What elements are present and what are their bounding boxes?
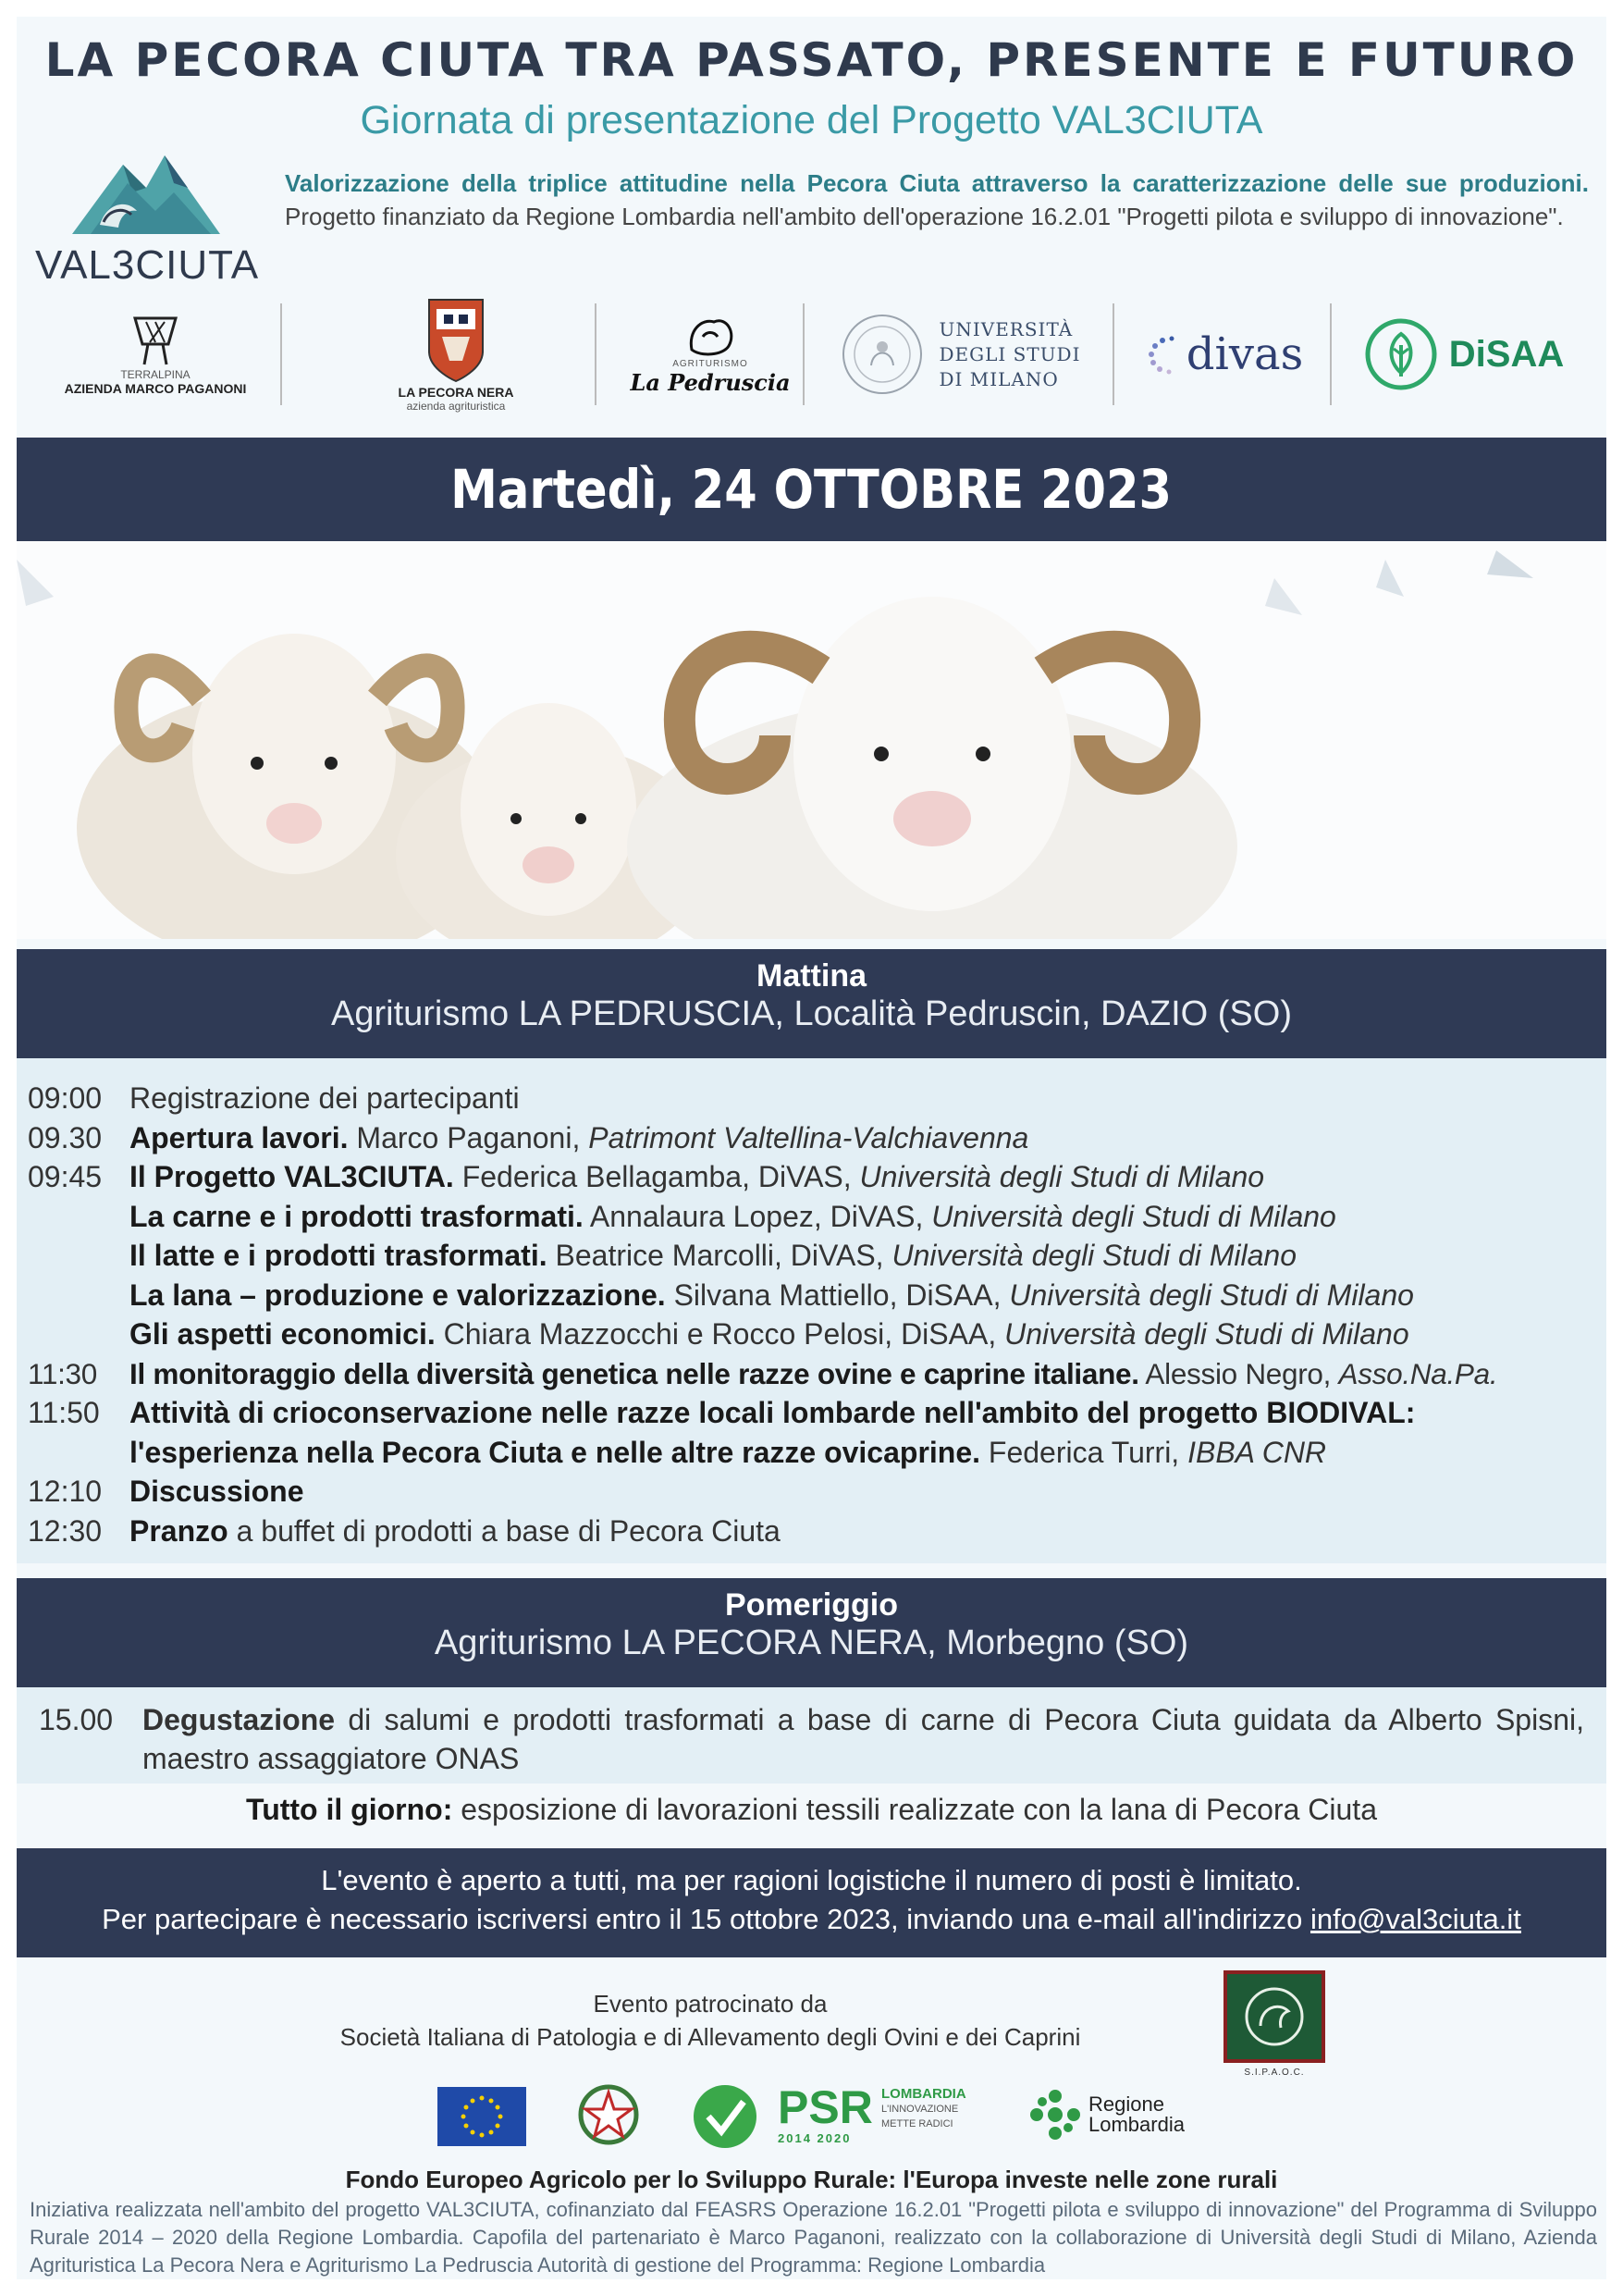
agenda-bold: Discussione xyxy=(129,1475,304,1508)
partner-logos xyxy=(44,294,1580,424)
agenda-affiliation: Università degli Studi di Milano xyxy=(931,1199,1336,1233)
agenda-text: Registrazione dei partecipanti xyxy=(129,1081,520,1115)
shield-icon xyxy=(425,296,486,385)
agenda-bold: Il monitoraggio della diversità genetica nelle razze ovine e caprine italiane. xyxy=(129,1356,1139,1390)
partner-disaa xyxy=(1348,294,1580,414)
pecora-nera-sub: azienda agrituristica xyxy=(406,400,506,413)
italy-emblem xyxy=(576,2080,641,2154)
pecora-nera-name: LA PECORA NERA xyxy=(398,385,514,400)
agenda-row xyxy=(28,1197,1595,1237)
divider xyxy=(595,303,596,405)
agenda-row xyxy=(28,1276,1595,1315)
partner-terralpina xyxy=(44,294,266,414)
agenda-time xyxy=(28,1315,129,1354)
agenda-time: 09.30 xyxy=(28,1120,103,1154)
description-text: Progetto finanziato da Regione Lombardia nell'ambito dell'operazione 16.2.01 "Progetti pilota e sviluppo di innovazione". xyxy=(285,203,1564,230)
sheep-illustration xyxy=(17,541,1606,939)
morning-agenda xyxy=(17,1058,1606,1563)
agenda-row xyxy=(28,1393,1595,1433)
dots-swirl-icon xyxy=(1144,331,1181,377)
event-date: Martedì, 24 OTTOBRE 2023 xyxy=(450,458,1173,521)
terralpina-sub: AZIENDA MARCO PAGANONI xyxy=(64,381,247,396)
event-title: LA PECORA CIUTA TRA PASSATO, PRESENTE E FUTURO xyxy=(44,33,1579,87)
agenda-time: 09:45 xyxy=(28,1160,103,1193)
sheep-sketch-icon xyxy=(682,313,738,359)
pedruscia-small: AGRITURISMO xyxy=(672,359,748,369)
agenda-time xyxy=(28,1276,129,1315)
agenda-text: Alessio Negro, xyxy=(1138,1356,1339,1390)
morning-place: Agriturismo LA PEDRUSCIA, Località Pedruscin, DAZIO (SO) xyxy=(331,994,1292,1033)
agenda-text: Federica Turri, xyxy=(980,1435,1188,1469)
funder-logos xyxy=(437,2080,1270,2154)
event-subtitle: Giornata di presentazione del Progetto VAL3CIUTA xyxy=(360,98,1263,142)
agenda-bold: Il latte e i prodotti trasformati. xyxy=(129,1239,547,1272)
psr-logo xyxy=(692,2083,758,2154)
all-day-text: esposizione di lavorazioni tessili realizzate con la lana di Pecora Ciuta xyxy=(452,1793,1377,1826)
agenda-time: 12:10 xyxy=(28,1475,103,1508)
basket-icon xyxy=(128,313,183,368)
psr-region: LOMBARDIA xyxy=(881,2086,966,2102)
agenda-time: 11:30 xyxy=(28,1356,97,1390)
val3ciuta-logo xyxy=(35,137,260,288)
regione-line: Lombardia xyxy=(1088,2113,1185,2136)
regione-lombardia-logo xyxy=(1029,2089,1185,2141)
agenda-bold: Apertura lavori. xyxy=(129,1120,349,1154)
mountain-icon xyxy=(35,137,257,239)
terralpina-name: TERRALPINA xyxy=(120,368,191,381)
patronage-line: Evento patrocinato da xyxy=(593,1990,828,2018)
email-link[interactable]: info@val3ciuta.it xyxy=(1309,1903,1521,1935)
eu-flag-icon xyxy=(437,2087,526,2146)
agenda-affiliation: Patrimont Valtellina-Valchiavenna xyxy=(588,1120,1029,1154)
agenda-row xyxy=(39,1700,1584,1778)
divider xyxy=(803,303,805,405)
agenda-text: a buffet di prodotti a base di Pecora Ciuta xyxy=(227,1513,781,1548)
agenda-row xyxy=(28,1512,1595,1551)
agenda-text: Federica Bellagamba, DiVAS, xyxy=(453,1160,860,1193)
university-seal-icon xyxy=(840,312,925,397)
morning-header xyxy=(17,949,1606,1058)
unimi-line: DEGLI STUDI xyxy=(939,342,1081,365)
agenda-row xyxy=(28,1157,1595,1197)
feasr-statement: Fondo Europeo Agricolo per lo Sviluppo Rurale: l'Europa investe nelle zone rurali xyxy=(345,2166,1278,2193)
agenda-affiliation: Università degli Studi di Milano xyxy=(891,1239,1297,1272)
divider xyxy=(1113,303,1114,405)
partner-pedruscia xyxy=(609,294,812,414)
agenda-bold: Degustazione xyxy=(142,1703,336,1736)
agenda-time xyxy=(28,1236,129,1276)
patronage xyxy=(202,1987,1219,2054)
morning-title: Mattina xyxy=(756,958,867,994)
unimi-line: UNIVERSITÀ xyxy=(939,317,1074,340)
sheep-photo xyxy=(17,541,1606,939)
agenda-bold: l'esperienza nella Pecora Ciuta e nelle altre razze ovicaprine. xyxy=(129,1435,981,1469)
agenda-text: Silvana Mattiello, DiSAA, xyxy=(665,1278,1010,1312)
agenda-affiliation: Università degli Studi di Milano xyxy=(1009,1278,1414,1312)
afternoon-title: Pomeriggio xyxy=(724,1587,899,1623)
unimi-line: DI MILANO xyxy=(939,367,1059,390)
italy-emblem-icon xyxy=(576,2080,641,2150)
agenda-row xyxy=(28,1236,1595,1276)
agenda-row xyxy=(28,1472,1595,1512)
sipaoc-logo xyxy=(1223,1970,1325,2078)
check-circle-icon xyxy=(692,2083,758,2150)
agenda-row xyxy=(28,1118,1595,1158)
divas-name: divas xyxy=(1186,328,1304,380)
disaa-name: DiSAA xyxy=(1448,333,1565,375)
divider xyxy=(1330,303,1332,405)
agenda-time xyxy=(28,1197,129,1237)
divider xyxy=(280,303,282,405)
agenda-bold: Il Progetto VAL3CIUTA. xyxy=(129,1160,454,1193)
agenda-bold: Pranzo xyxy=(129,1513,228,1548)
agenda-row xyxy=(28,1433,1595,1473)
psr-tag: L'INNOVAZIONE xyxy=(881,2104,959,2115)
agenda-time: 15.00 xyxy=(39,1703,114,1736)
sipaoc-emblem-icon xyxy=(1223,1970,1325,2063)
agenda-text: Marco Paganoni, xyxy=(348,1120,589,1154)
agenda-bold: La carne e i prodotti trasformati. xyxy=(129,1199,584,1233)
rosa-camuna-icon xyxy=(1029,2089,1081,2141)
logo-wordmark: VAL3CIUTA xyxy=(35,242,260,288)
partner-divas xyxy=(1126,294,1321,414)
afternoon-agenda xyxy=(17,1687,1606,1784)
agenda-bold: La lana – produzione e valorizzazione. xyxy=(129,1278,666,1312)
agenda-row xyxy=(28,1079,1595,1118)
registration-banner xyxy=(17,1848,1606,1957)
sipaoc-label: S.I.P.A.O.C. xyxy=(1244,2068,1305,2078)
project-description xyxy=(285,167,1589,233)
flyer-page xyxy=(17,17,1606,2279)
agenda-text: Beatrice Marcolli, DiVAS, xyxy=(547,1239,892,1272)
agenda-text: Chiara Mazzocchi e Rocco Pelosi, DiSAA, xyxy=(435,1317,1005,1351)
agenda-text: Annalaura Lopez, DiVAS, xyxy=(583,1199,932,1233)
pedruscia-name: La Pedruscia xyxy=(630,369,791,396)
agenda-bold: Attività di crioconservazione nelle razze locali lombarde nell'ambito del progetto BIODIVAL: xyxy=(129,1396,1416,1429)
agenda-time: 09:00 xyxy=(28,1081,103,1115)
regione-line: Regione xyxy=(1088,2092,1164,2116)
eu-flag xyxy=(437,2087,526,2151)
agenda-bold: Gli aspetti economici. xyxy=(129,1317,436,1351)
all-day-note xyxy=(17,1793,1606,1827)
patronage-society: Società Italiana di Patologia e di Allevamento degli Ovini e dei Caprini xyxy=(339,2023,1081,2051)
agenda-text: di salumi e prodotti trasformati a base di carne di Pecora Ciuta guidata da Alberto Spisni, maestro assaggiatore ONAS xyxy=(142,1703,1584,1775)
agenda-row xyxy=(28,1354,1595,1394)
footer-note: Iniziativa realizzata nell'ambito del progetto VAL3CIUTA, cofinanziato dal FEASRS Operazione 16.2.01 "Progetti pilota e sviluppo di innovazione" del Programma di Sviluppo Rurale 2014 – 2020 della Regione Lombardia. Capofila del partenariato è Marco Paganoni, realizzato con la collaborazione di Università degli Studi di Milano, Azienda Agrituristica La Pecora Nera e Agriturismo La Pedruscia Autorità di gestione del Programma: Regione Lombardia xyxy=(30,2198,1597,2277)
date-banner xyxy=(17,438,1606,541)
agenda-affiliation: Università degli Studi di Milano xyxy=(859,1160,1265,1193)
agenda-time xyxy=(28,1433,129,1473)
registration-line: Per partecipare è necessario iscriversi entro il 15 ottobre 2023, inviando una e-mail all'indirizzo xyxy=(102,1903,1310,1935)
agenda-affiliation: IBBA CNR xyxy=(1187,1435,1327,1469)
agenda-time: 12:30 xyxy=(28,1513,103,1548)
psr-tagline xyxy=(881,2087,966,2131)
partner-unimi xyxy=(821,294,1099,414)
leaf-icon xyxy=(1364,317,1438,391)
description-highlight: Valorizzazione della triplice attitudine nella Pecora Ciuta attraverso la caratterizzazione delle sue produzioni. xyxy=(285,169,1589,197)
agenda-row xyxy=(28,1315,1595,1354)
agenda-affiliation: Asso.Na.Pa. xyxy=(1338,1356,1498,1390)
afternoon-header xyxy=(17,1578,1606,1687)
partner-pecora-nera xyxy=(350,294,562,414)
all-day-label: Tutto il giorno: xyxy=(246,1793,453,1826)
regione-text xyxy=(1088,2094,1185,2135)
registration-line: L'evento è aperto a tutti, ma per ragioni logistiche il numero di posti è limitato. xyxy=(321,1864,1302,1896)
psr-label: PSR xyxy=(778,2081,873,2133)
agenda-affiliation: Università degli Studi di Milano xyxy=(1004,1317,1409,1351)
agenda-time: 11:50 xyxy=(28,1396,100,1429)
psr-text xyxy=(778,2083,873,2145)
psr-years: 2014 2020 xyxy=(778,2131,852,2145)
unimi-name xyxy=(940,317,1081,392)
afternoon-place: Agriturismo LA PECORA NERA, Morbegno (SO) xyxy=(434,1623,1189,1662)
psr-tag: METTE RADICI xyxy=(881,2118,953,2129)
